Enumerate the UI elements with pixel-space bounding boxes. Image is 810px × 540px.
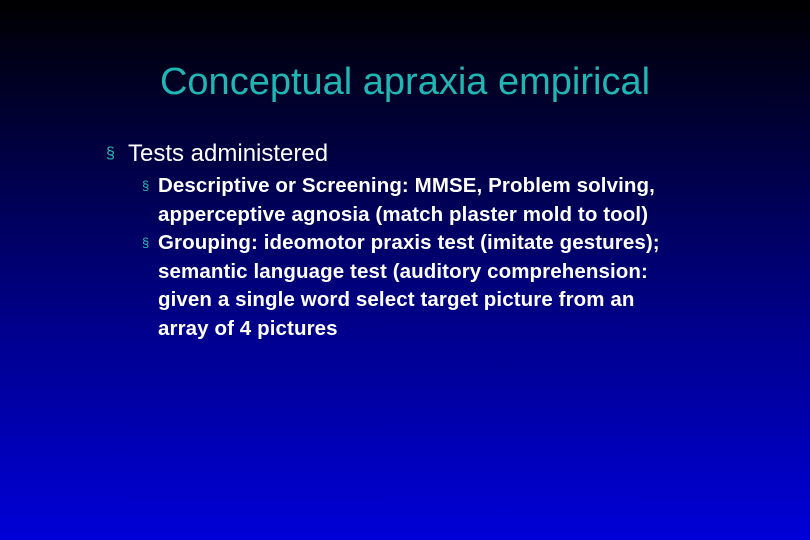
bullet-text: Tests administered <box>128 140 329 167</box>
text-line: array of 4 pictures <box>158 316 338 340</box>
sub-bullet-item-grouping <box>142 229 782 343</box>
bullet-icon: § <box>142 178 150 193</box>
text-line: semantic language test (auditory comprehension: <box>158 259 648 283</box>
sub-bullet-text <box>158 229 660 343</box>
text-line: given a single word select target picture from an <box>158 288 635 311</box>
text-line: Descriptive or Screening: MMSE, Problem solving, <box>158 174 655 197</box>
text-line: apperceptive agnosia (match plaster mold to tool) <box>158 202 649 226</box>
sub-bullet-text <box>158 172 655 229</box>
bullet-icon: § <box>106 145 115 162</box>
text-line: Grouping: ideomotor praxis test (imitate gestures); <box>158 231 660 254</box>
sub-bullet-item-screening <box>142 172 782 229</box>
bullet-icon: § <box>142 235 150 250</box>
slide-title: Conceptual apraxia empirical <box>159 61 651 103</box>
bullet-item-tests-administered <box>106 138 328 170</box>
sub-bullet-list <box>142 172 782 343</box>
